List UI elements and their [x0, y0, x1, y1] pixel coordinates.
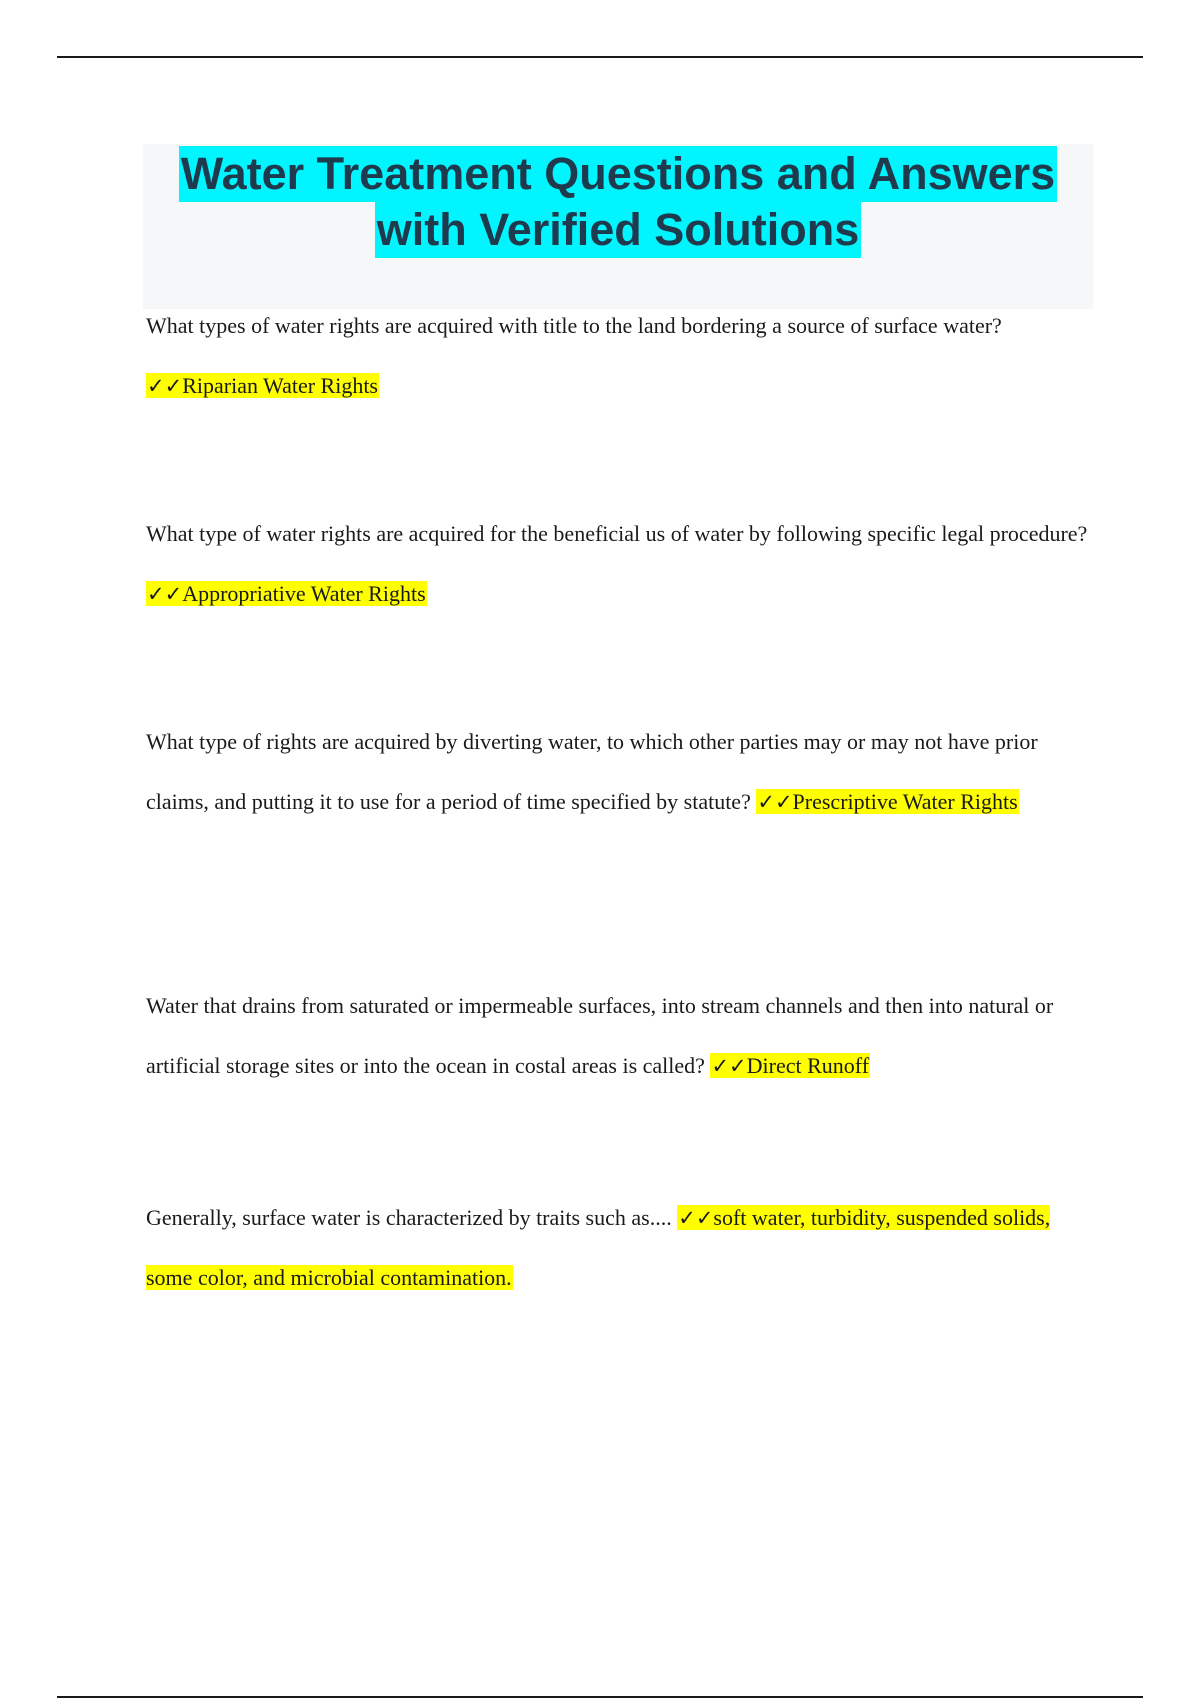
answer-highlight: [146, 373, 379, 398]
answer-text: soft water, turbidity, suspended solids, some color, and microbial contamination.: [146, 1205, 1051, 1290]
double-check-icon: ✓✓: [757, 790, 793, 814]
qa-item-3: [146, 712, 1096, 832]
double-check-icon: ✓✓: [147, 582, 183, 606]
bottom-rule: [57, 1696, 1143, 1698]
double-check-icon: ✓✓: [147, 374, 183, 398]
qa-item-5: [146, 1188, 1096, 1308]
answer-highlight: [710, 1053, 870, 1078]
top-rule: [57, 56, 1143, 58]
answer-text: Direct Runoff: [746, 1053, 870, 1078]
page-title-line-1: Water Treatment Questions and Answers: [179, 146, 1057, 202]
page-title-line-2: with Verified Solutions: [375, 202, 862, 258]
answer-highlight: [146, 581, 427, 606]
qa-item-2: [146, 504, 1096, 624]
answer-text: Appropriative Water Rights: [182, 581, 426, 606]
question-text: Generally, surface water is characterized by traits such as....: [146, 1205, 672, 1230]
double-check-icon: ✓✓: [711, 1054, 747, 1078]
title-block: [143, 144, 1093, 309]
question-text: Water that drains from saturated or impermeable surfaces, into stream channels and then into natural or artificial storage sites or into the ocean in costal areas is called?: [146, 993, 1054, 1078]
qa-item-1: [146, 296, 1096, 416]
answer-text: Riparian Water Rights: [182, 373, 378, 398]
answer-highlight: [756, 789, 1018, 814]
question-text: What type of rights are acquired by diverting water, to which other parties may or may not have prior claims, and putting it to use for a period of time specified by statute?: [146, 729, 1038, 814]
answer-text: Prescriptive Water Rights: [792, 789, 1018, 814]
qa-item-4: [146, 976, 1096, 1096]
question-text: What types of water rights are acquired with title to the land bordering a source of surface water?: [146, 313, 1002, 338]
double-check-icon: ✓✓: [678, 1206, 714, 1230]
question-text: What type of water rights are acquired for the beneficial us of water by following specific legal procedure?: [146, 521, 1088, 546]
